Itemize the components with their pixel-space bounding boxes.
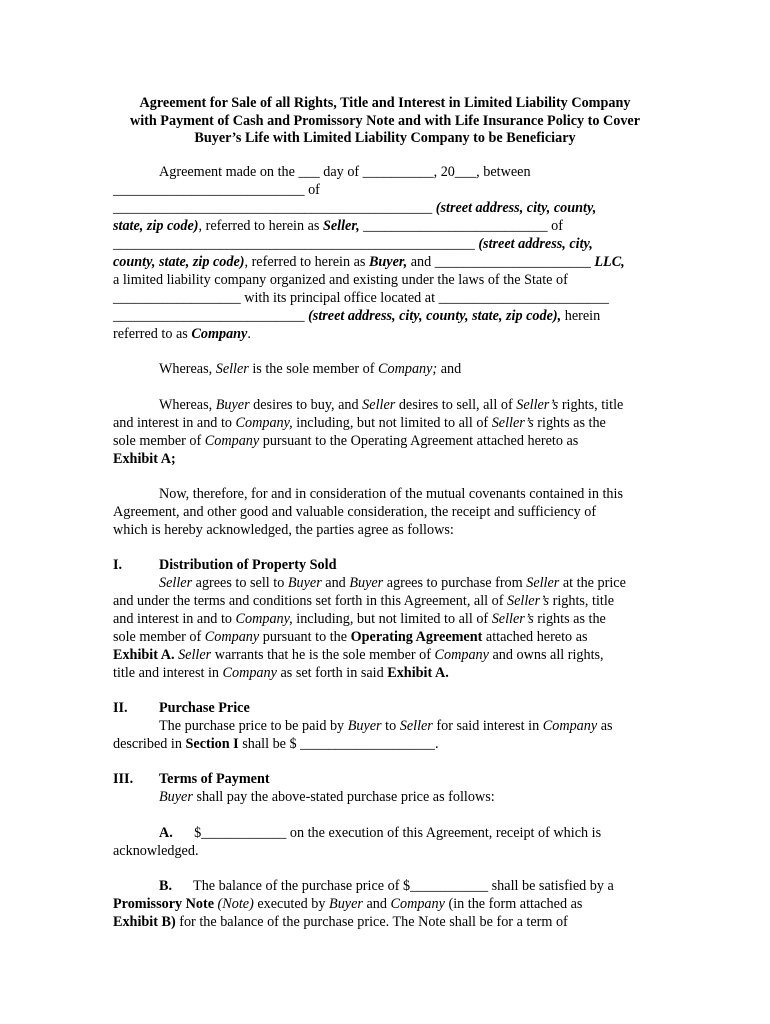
text-line bbox=[113, 646, 604, 664]
text-line bbox=[159, 717, 613, 735]
seller-term: Seller, bbox=[322, 218, 360, 234]
text-line: which is hereby acknowledged, the parties agree as follows: bbox=[113, 522, 454, 538]
company-term: Company bbox=[390, 896, 445, 912]
text-line: a limited liability company organized and existing under the laws of the State of bbox=[113, 272, 568, 288]
text-line bbox=[113, 628, 588, 646]
text-line: Agreement made on the ___ day of __________, 20___, between bbox=[159, 164, 531, 180]
text-span: Whereas, bbox=[159, 397, 216, 413]
text-span: . bbox=[247, 326, 251, 342]
text-span: desires to buy, and bbox=[249, 397, 363, 413]
text-line bbox=[113, 414, 606, 432]
company-term: Company bbox=[542, 718, 598, 734]
section-heading: Distribution of Property Sold bbox=[159, 557, 337, 573]
text-span: described in bbox=[113, 736, 186, 752]
company-term: Company bbox=[434, 647, 489, 663]
text-line bbox=[113, 735, 439, 753]
operating-agreement-ref: Operating Agreement bbox=[350, 629, 483, 645]
buyer-term: Buyer bbox=[215, 397, 250, 413]
text-line bbox=[159, 396, 623, 414]
text-span: and bbox=[437, 361, 462, 377]
text-span: rights as the bbox=[533, 415, 606, 431]
text-span: and under the terms and conditions set forth in this Agreement, all of bbox=[113, 593, 508, 609]
text-line bbox=[113, 307, 600, 325]
text-line bbox=[159, 877, 614, 895]
section-heading: Terms of Payment bbox=[159, 771, 270, 787]
text-span: and ______________________ bbox=[407, 254, 595, 270]
text-span: pursuant to the bbox=[259, 629, 351, 645]
text-line: __________________ with its principal office located at ________________________ bbox=[113, 290, 609, 306]
blank-field: _____________________________________________ bbox=[113, 200, 436, 216]
company-term: Company; bbox=[378, 361, 438, 377]
exhibit-ref: Exhibit A. bbox=[387, 665, 449, 681]
buyer-term: Buyer, bbox=[368, 254, 408, 270]
seller-term: Seller’s bbox=[491, 415, 534, 431]
whereas-paragraph bbox=[159, 360, 461, 378]
text-line: ___________________________ of bbox=[113, 182, 320, 198]
text-span: warrants that he is the sole member of bbox=[211, 647, 435, 663]
text-span: shall be $ ___________________. bbox=[238, 736, 439, 752]
text-span: and bbox=[321, 575, 350, 591]
text-span: __________________________ of bbox=[359, 218, 563, 234]
text-line bbox=[113, 913, 568, 931]
text-span: executed by bbox=[253, 896, 330, 912]
exhibit-ref: Exhibit A; bbox=[113, 451, 176, 467]
text-line bbox=[113, 217, 563, 235]
item-label: B. bbox=[159, 878, 173, 894]
seller-term: Seller’s bbox=[507, 593, 550, 609]
text-span: $____________ on the execution of this Agreement, receipt of which is bbox=[172, 825, 602, 841]
text-span: The purchase price to be paid by bbox=[159, 718, 348, 734]
text-span: , referred to herein as bbox=[244, 254, 369, 270]
buyer-term: Buyer bbox=[287, 575, 322, 591]
text-span: and interest in and to bbox=[113, 415, 236, 431]
llc-term: LLC, bbox=[594, 254, 625, 270]
text-span: sole member of bbox=[113, 629, 205, 645]
text-span: as set forth in said bbox=[276, 665, 388, 681]
text-span: title and interest in bbox=[113, 665, 223, 681]
title-line: with Payment of Cash and Promissory Note and with Life Insurance Policy to Cover bbox=[129, 112, 641, 129]
text-span: is the sole member of bbox=[248, 361, 379, 377]
text-span: including, but not limited to all of bbox=[292, 611, 492, 627]
company-term: Company, bbox=[235, 611, 293, 627]
exhibit-ref: Exhibit A. bbox=[113, 647, 179, 663]
text-span: at the price bbox=[559, 575, 626, 591]
text-span: (in the form attached as bbox=[444, 896, 583, 912]
seller-term: Seller’s bbox=[516, 397, 559, 413]
text-span: herein bbox=[561, 308, 601, 324]
buyer-term: Buyer bbox=[347, 718, 382, 734]
seller-term: Seller bbox=[526, 575, 560, 591]
seller-term: Seller bbox=[399, 718, 433, 734]
text-span: as bbox=[597, 718, 613, 734]
section-number: II. bbox=[113, 700, 128, 716]
title-line: Agreement for Sale of all Rights, Title and Interest in Limited Liability Company bbox=[139, 95, 631, 111]
seller-term: Seller bbox=[178, 647, 212, 663]
note-term: (Note) bbox=[214, 896, 254, 912]
text-line bbox=[113, 895, 582, 913]
text-line: Agreement, and other good and valuable consideration, the receipt and sufficiency of bbox=[113, 504, 597, 520]
address-hint: (street address, city, bbox=[478, 236, 593, 252]
address-hint: state, zip code) bbox=[113, 218, 199, 234]
text-span: desires to sell, all of bbox=[395, 397, 517, 413]
text-span: for said interest in bbox=[432, 718, 543, 734]
seller-term: Seller bbox=[159, 575, 193, 591]
title-line: Buyer’s Life with Limited Liability Company to be Beneficiary bbox=[194, 130, 576, 146]
text-line: acknowledged. bbox=[113, 843, 199, 859]
buyer-term: Buyer bbox=[349, 575, 384, 591]
company-term: Company bbox=[204, 629, 260, 645]
text-line: Now, therefore, for and in consideration of the mutual covenants contained in this bbox=[159, 486, 623, 502]
company-term: Company, bbox=[235, 415, 293, 431]
company-term: Company bbox=[222, 665, 277, 681]
text-line bbox=[113, 253, 625, 271]
exhibit-ref: Exhibit B) bbox=[113, 914, 176, 930]
section-ref: Section I bbox=[185, 736, 239, 752]
text-span: , referred to herein as bbox=[198, 218, 323, 234]
text-span: sole member of bbox=[113, 433, 205, 449]
company-term: Company bbox=[191, 326, 248, 342]
address-hint: (street address, city, county, state, zip code), bbox=[308, 308, 562, 324]
text-line bbox=[113, 235, 593, 253]
text-span: referred to as bbox=[113, 326, 192, 342]
text-span: for the balance of the purchase price. The Note shall be for a term of bbox=[175, 914, 568, 930]
text-span: and bbox=[362, 896, 391, 912]
seller-term: Seller bbox=[215, 361, 249, 377]
text-line bbox=[113, 664, 449, 682]
buyer-term: Buyer bbox=[329, 896, 363, 912]
promissory-note-ref: Promissory Note bbox=[113, 896, 214, 912]
address-hint: (street address, city, county, bbox=[435, 200, 597, 216]
section-number: I. bbox=[113, 557, 123, 573]
section-heading: Purchase Price bbox=[159, 700, 250, 716]
text-span: pursuant to the Operating Agreement attached hereto as bbox=[259, 433, 579, 449]
text-span: Whereas, bbox=[159, 361, 216, 377]
text-line bbox=[159, 788, 495, 806]
text-line bbox=[113, 325, 251, 343]
buyer-term: Buyer bbox=[159, 789, 193, 805]
text-line bbox=[113, 592, 614, 610]
document-title bbox=[90, 95, 680, 148]
text-span: rights as the bbox=[533, 611, 606, 627]
section-number: III. bbox=[113, 771, 134, 787]
text-line bbox=[159, 824, 601, 842]
seller-term: Seller bbox=[362, 397, 396, 413]
text-span: attached hereto as bbox=[482, 629, 588, 645]
text-span: including, but not limited to all of bbox=[292, 415, 492, 431]
text-line bbox=[113, 199, 596, 217]
company-term: Company bbox=[204, 433, 260, 449]
text-span: shall pay the above-stated purchase price as follows: bbox=[192, 789, 495, 805]
text-line bbox=[113, 610, 606, 628]
text-span: and interest in and to bbox=[113, 611, 236, 627]
address-hint: county, state, zip code) bbox=[113, 254, 245, 270]
text-line bbox=[113, 450, 176, 468]
text-line bbox=[113, 432, 578, 450]
seller-term: Seller’s bbox=[491, 611, 534, 627]
text-span: to bbox=[381, 718, 400, 734]
text-span: rights, title bbox=[558, 397, 624, 413]
text-span: agrees to sell to bbox=[192, 575, 288, 591]
blank-field: ___________________________ bbox=[113, 308, 309, 324]
text-span: agrees to purchase from bbox=[383, 575, 527, 591]
text-span: and owns all rights, bbox=[488, 647, 604, 663]
text-span: The balance of the purchase price of $___________ shall be satisfied by a bbox=[172, 878, 614, 894]
text-line bbox=[159, 574, 626, 592]
blank-field: ___________________________________________________ bbox=[113, 236, 479, 252]
item-label: A. bbox=[159, 825, 173, 841]
text-span: rights, title bbox=[549, 593, 615, 609]
